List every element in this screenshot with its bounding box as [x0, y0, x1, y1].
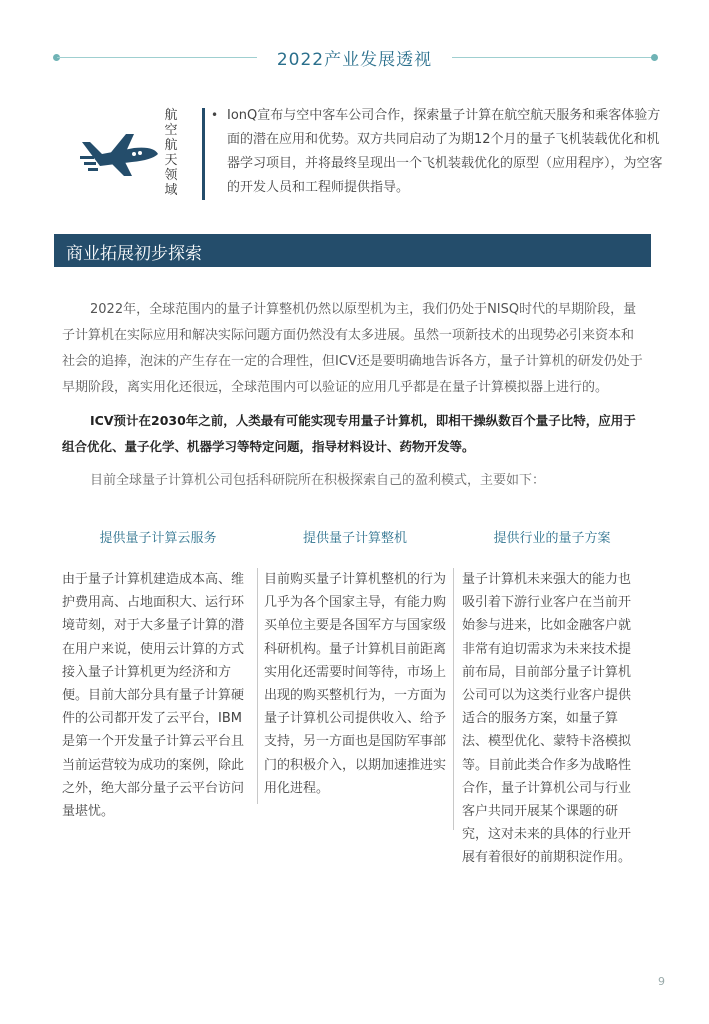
column-text-industry: 量子计算机未来强大的能力也吸引着下游行业客户在当前开始参与进来，比如金融客户就非常有迫切需求为未来技术提前布局，目前部分量子计算机公司可以为这类行业客户提供适合的服务方案，如量子算法、模型优化、蒙特卡洛模拟等。目前此类合作多为战略性合作，量子计算机公司与行业客户共同开展某个课题的研究，这对未来的具体的行业开展有着很好的前期积淀作用。: [462, 572, 632, 866]
column-text-cloud: 由于量子计算机建造成本高、维护费用高、占地面积大、运行环境苛刻，对于大多量子计算的潜在用户来说，使用云计算的方式接入量子计算机更为经济和方便。目前大部分具有量子计算硬件的公司都开发了云平台，IBM是第一个开发量子计算云平台且当前运营较为成功的案例，除此之外，绝大部分量子云平台访问量堪忧。: [62, 572, 245, 820]
aerospace-bullet-text: IonQ宣布与空中客车公司合作，探索量子计算在航空航天服务和乘客体验方面的潜在应用和优势。双方共同启动了为期12个月的量子飞机装载优化和机器学习项目，并将最终呈现出一个飞机装载优化的原型（应用程序），为空客的开发人员和工程师提供指导。: [227, 108, 663, 195]
header-dot-right: [651, 54, 658, 61]
column-heading-hardware: 提供量子计算整机: [302, 531, 407, 546]
header-title: 2022产业发展透视: [276, 50, 433, 70]
paragraph-intro: 2022年，全球范围内的量子计算整机仍然以原型机为主，我们仍处于NISQ时代的早期阶段，量子计算机在实际应用和解决实际问题方面仍然没有太多进展。虽然一项新技术的出现势必引来资本和社会的追捧，泡沫的产生存在一定的合理性，但ICV还是要明确地告诉各方，量子计算机的研发仍处于早期阶段，离实用化还很远，全球范围内可以验证的应用几乎都是在量子计算模拟器上进行的。: [62, 302, 643, 395]
page-number: 9: [658, 975, 665, 988]
aerospace-divider: [202, 108, 205, 200]
aerospace-label: 航空航天领域: [164, 108, 178, 198]
page-header: [0, 40, 709, 80]
column-divider: [257, 568, 258, 804]
section-banner: [54, 234, 651, 267]
column-text-hardware: 目前购买量子计算机整机的行为几乎为各个国家主导，有能力购买单位主要是各国军方与国家级科研机构。量子计算机目前距离实用化还需要时间等待，市场上出现的购买整机行为，一方面为量子计算机公司提供收入、给予支持，另一方面也是国防军事部门的积极介入，以期加速推进实用化进程。: [264, 572, 447, 796]
column-divider: [453, 568, 454, 830]
paragraph-models-lead: 目前全球量子计算机公司包括科研院所在积极探索自己的盈利模式，主要如下：: [90, 473, 546, 488]
paragraph-forecast: ICV预计在2030年之前，人类最有可能实现专用量子计算机，即相干操纵数百个量子比特，应用于组合优化、量子化学、机器学习等特定问题，指导材料设计、药物开发等。: [62, 413, 636, 454]
airplane-icon: [78, 126, 160, 178]
column-heading-cloud: 提供量子计算云服务: [99, 531, 217, 546]
header-line-right: [452, 57, 652, 58]
aerospace-block: [74, 104, 214, 204]
section-title: 商业拓展初步探索: [66, 244, 202, 264]
bullet-icon: •: [211, 108, 219, 122]
column-heading-industry: 提供行业的量子方案: [493, 531, 611, 546]
